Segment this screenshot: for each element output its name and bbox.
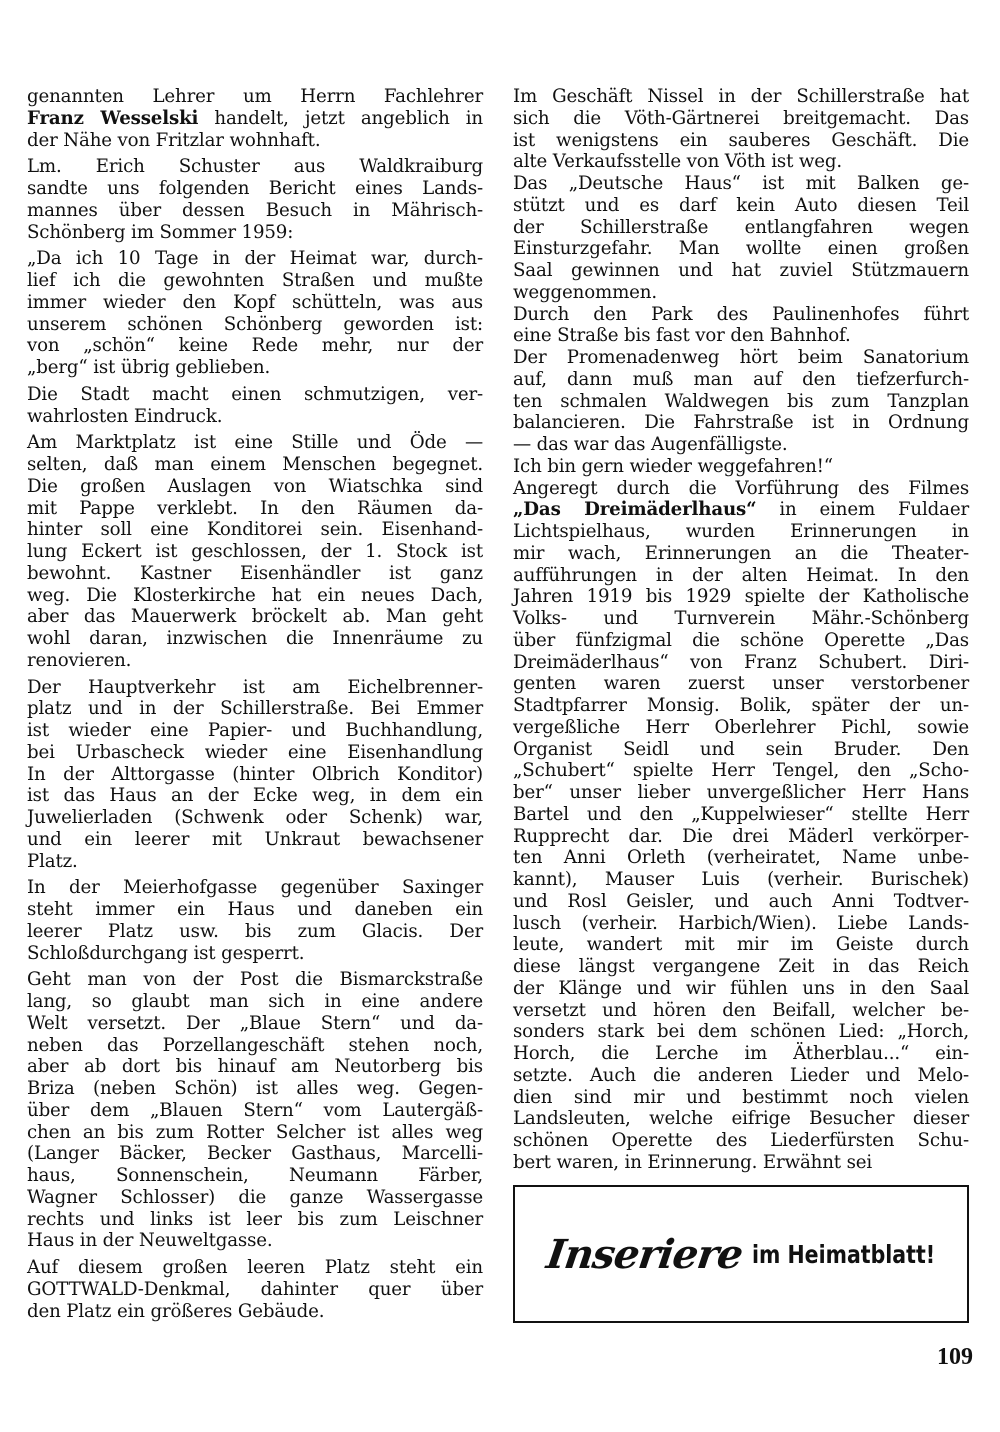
paragraph — [27, 86, 483, 151]
text-line: der Schillerstraße entlangfahren wegen — [513, 216, 969, 238]
text-line: Dreimäderlhaus“ von Franz Schubert. Diri- — [513, 651, 969, 673]
text-line: Jahren 1919 bis 1929 spielte der Katholische — [513, 586, 969, 608]
text-line: „Das Dreimäderlhaus“ in einem Fuldaer — [513, 499, 969, 521]
text-line: der Nähe von Fritzlar wohnhaft. — [27, 129, 321, 151]
text-line: Lichtspielhaus, wurden Erinnerungen in — [513, 521, 969, 542]
text-line: immer wieder den Kopf schütteln, was aus — [27, 291, 483, 313]
text-line: sandte uns folgenden Bericht eines Lands- — [27, 178, 483, 199]
text-line: von „schön“ keine Rede mehr, nur der — [27, 335, 483, 357]
text-line: Die Stadt macht einen schmutzigen, ver- — [27, 383, 483, 405]
text-line: bewohnt. Kastner Eisenhändler ist ganz — [27, 562, 483, 584]
paragraph — [513, 347, 969, 456]
text-line: der Klänge und wir fühlen uns in den Saal — [513, 977, 969, 999]
text-line: Briza (neben Schön) ist alles weg. Gegen- — [27, 1078, 483, 1099]
paragraph — [513, 456, 969, 478]
text-line: neben das Porzellangeschäft stehen noch, — [27, 1034, 483, 1056]
paragraph — [27, 384, 483, 428]
text-line: und Rosl Geisler, und auch Anni Todtver- — [513, 890, 969, 912]
text-line: mir wach, Erinnerungen an die Theater- — [513, 542, 969, 564]
paragraph — [27, 432, 483, 671]
text-line: GOTTWALD-Denkmal, dahinter quer über — [27, 1278, 483, 1300]
text-line: Die großen Auslagen von Wiatschka sind — [27, 475, 483, 497]
text-line: bert waren, in Erinnerung. Erwähnt sei — [513, 1151, 873, 1173]
text-line: den Platz ein größeres Gebäude. — [27, 1300, 325, 1322]
text-line: mit Pappe verklebt. In den Räumen da- — [27, 497, 483, 519]
text-line: Schönberg im Sommer 1959: — [27, 221, 294, 243]
text-line: Lm. Erich Schuster aus Waldkraiburg — [27, 156, 483, 178]
text-line: Organist Seidl und sein Bruder. Den — [513, 738, 969, 760]
paragraph — [513, 478, 969, 1174]
text-line: sonders stark bei dem schönen Lied: „Horch, — [513, 1021, 969, 1043]
text-line: aber ab dort bis hinauf am Neutorberg bis — [27, 1056, 483, 1078]
paragraph — [27, 248, 483, 379]
paragraph — [27, 677, 483, 873]
paragraph — [513, 304, 969, 348]
text-line: kannt), Mauser Luis (verheir. Burischek) — [513, 869, 969, 890]
text-line: mannes über dessen Besuch in Mährisch- — [27, 199, 483, 221]
text-line: hinter soll eine Konditorei sein. Eisenhand- — [27, 519, 483, 541]
text-line: wahrlosten Eindruck. — [27, 405, 223, 427]
text-line: Der Hauptverkehr ist am Eichelbrenner- — [27, 676, 483, 698]
ad-plain-text: im Heimatblatt! — [751, 1239, 935, 1269]
text-line: lung Eckert ist geschlossen, der 1. Stock ist — [27, 541, 483, 562]
text-line: weggenommen. — [513, 281, 657, 303]
paragraph — [27, 877, 483, 964]
text-line: renovieren. — [27, 649, 132, 671]
text-line: Geht man von der Post die Bismarckstraße — [27, 969, 483, 991]
text-line: In der Meierhofgasse gegenüber Saxinger — [27, 877, 483, 899]
paragraph — [513, 86, 969, 173]
text-line: ten Anni Orleth (verheiratet, Name unbe- — [513, 847, 969, 869]
text-line: aufführungen in der alten Heimat. In den — [513, 564, 969, 586]
text-line: schönen Operette des Liederfürsten Schu- — [513, 1130, 969, 1151]
advertisement-box — [513, 1185, 969, 1323]
text-line: Saal gewinnen und hat zuviel Stützmauern — [513, 260, 969, 281]
text-line: Bartel und den „Kuppelwieser“ stellte Herr — [513, 803, 969, 825]
text-line: Schloßdurchgang ist gesperrt. — [27, 942, 305, 964]
text-line: Wagner Schlosser) die ganze Wassergasse — [27, 1186, 483, 1208]
text-line: ist das Haus an der Ecke weg, in dem ein — [27, 785, 483, 807]
bold-name: „Das Dreimäderlhaus“ — [513, 499, 757, 521]
text-line: lusch (verheir. Harbich/Wien). Liebe Lands- — [513, 912, 969, 934]
text-line: wohl daran, inzwischen die Innenräume zu — [27, 628, 483, 649]
ad-script-text: Inseriere — [543, 1230, 746, 1278]
text-line: steht immer ein Haus und daneben ein — [27, 899, 483, 920]
text-line: rechts und links ist leer bis zum Leischner — [27, 1208, 483, 1230]
text-line: vergeßliche Herr Oberlehrer Pichl, sowie — [513, 716, 969, 738]
text-line: balancieren. Die Fahrstraße ist in Ordnung — [513, 412, 969, 434]
text-line: leerer Platz usw. bis zum Glacis. Der — [27, 920, 483, 942]
text-line: haus, Sonnenschein, Neumann Färber, — [27, 1165, 483, 1186]
text-line: setzte. Auch die anderen Lieder und Melo- — [513, 1064, 969, 1086]
text-line: Platz. — [27, 850, 78, 872]
text-line: Haus in der Neuweltgasse. — [27, 1230, 273, 1252]
text-line: alte Verkaufsstelle von Vöth ist weg. — [513, 151, 843, 173]
right-column — [513, 86, 969, 1174]
text-line: versetzt und hören den Beifall, welcher be- — [513, 999, 969, 1021]
text-line: Stadtpfarrer Monsig. Bolik, später der un- — [513, 695, 969, 716]
text-line: lief ich die gewohnten Straßen und mußte — [27, 270, 483, 291]
paragraph — [27, 156, 483, 243]
text-line: Der Promenadenweg hört beim Sanatorium — [513, 347, 969, 368]
text-line: aber das Mauerwerk bröckelt ab. Man geht — [27, 606, 483, 628]
text-line: platz und in der Schillerstraße. Bei Emmer — [27, 698, 483, 720]
text-line: über dem „Blauen Stern“ vom Lautergäß- — [27, 1099, 483, 1121]
text-line: chen an bis zum Rotter Selcher ist alles weg — [27, 1121, 483, 1143]
text-line: Am Marktplatz ist eine Stille und Öde — — [27, 432, 483, 454]
text-line: weg. Die Klosterkirche hat ein neues Dach, — [27, 584, 483, 606]
text-line: über fünfzigmal die schöne Operette „Das — [513, 629, 969, 651]
paragraph — [513, 173, 969, 304]
text-line: dien sind mir und bestimmt noch vielen — [513, 1086, 969, 1108]
text-line: lang, so glaubt man sich in eine andere — [27, 991, 483, 1012]
text-line: ist wieder eine Papier- und Buchhandlung, — [27, 720, 483, 741]
paragraph — [27, 969, 483, 1252]
text-line: diese längst vergangene Zeit in das Reich — [513, 956, 969, 977]
text-line: auf, dann muß man auf den tiefzerfurch- — [513, 368, 969, 390]
bold-name: Franz Wesselski — [27, 107, 199, 129]
text-line: genten waren zuerst unser verstorbener — [513, 673, 969, 695]
text-line: Horch, die Lerche im Ätherblau...“ ein- — [513, 1043, 969, 1064]
text-line: ber“ unser lieber unvergeßlicher Herr Hans — [513, 782, 969, 803]
text-line: Das „Deutsche Haus“ ist mit Balken ge- — [513, 173, 969, 194]
text-line: leute, wandert mit mir im Geiste durch — [513, 934, 969, 956]
text-line: ist wenigstens ein sauberes Geschäft. Die — [513, 129, 969, 151]
text-line: stützt und es darf kein Auto diesen Teil — [513, 194, 969, 216]
text-line: Welt versetzt. Der „Blaue Stern“ und da- — [27, 1012, 483, 1034]
text-line: Im Geschäft Nissel in der Schillerstraße hat — [513, 86, 969, 107]
text-line: „Schubert“ spielte Herr Tengel, den „Scho- — [513, 760, 969, 782]
text-line: „Da ich 10 Tage in der Heimat war, durch- — [27, 248, 483, 270]
text-line: Juwelierladen (Schwenk oder Schenk) war, — [27, 807, 483, 828]
text-line: In der Alttorgasse (hinter Olbrich Konditor) — [27, 763, 483, 785]
text-line: „berg“ ist übrig geblieben. — [27, 357, 271, 378]
text-line: sich die Vöth-Gärtnerei breitgemacht. Das — [513, 107, 969, 129]
left-column — [27, 86, 483, 1322]
text-line: Rupprecht dar. Die drei Mäderl verkörper- — [513, 825, 969, 847]
text-line: — das war das Augenfälligste. — [513, 434, 788, 455]
text-line: genannten Lehrer um Herrn Fachlehrer — [27, 86, 483, 107]
text-line: Franz Wesselski handelt, jetzt angeblich in — [27, 107, 483, 129]
text-line: Auf diesem großen leeren Platz steht ein — [27, 1257, 483, 1278]
text-line: (Langer Bäcker, Becker Gasthaus, Marcelli- — [27, 1143, 483, 1165]
text-line: ten schmalen Waldwegen bis zum Tanzplan — [513, 390, 969, 412]
paragraph — [27, 1257, 483, 1322]
text-line: unserem schönen Schönberg geworden ist: — [27, 313, 483, 335]
text-line: Landsleuten, welche eifrige Besucher dieser — [513, 1108, 969, 1130]
text-line: bei Urbascheck wieder eine Eisenhandlung — [27, 741, 483, 763]
text-line: Ich bin gern wieder weggefahren!“ — [513, 455, 833, 477]
text-line: Volks- und Turnverein Mähr.-Schönberg — [513, 608, 969, 629]
text-line: Angeregt durch die Vorführung des Filmes — [513, 477, 969, 499]
text-line: Durch den Park des Paulinenhofes führt — [513, 303, 969, 325]
text-line: und ein leerer mit Unkraut bewachsener — [27, 828, 483, 850]
page-number: 109 — [937, 1344, 973, 1370]
text-line: eine Straße bis fast vor den Bahnhof. — [513, 325, 851, 347]
text-line: selten, daß man einem Menschen begegnet. — [27, 454, 483, 475]
text-line: Einsturzgefahr. Man wollte einen großen — [513, 238, 969, 260]
